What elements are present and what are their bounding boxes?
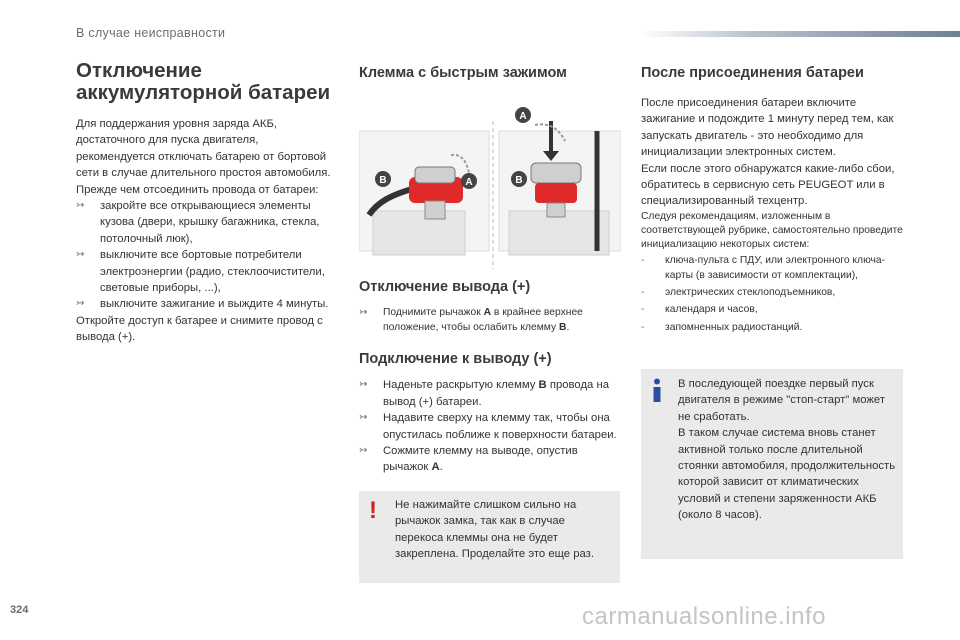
list-item: ↣ выключите зажигание и выждите 4 минуты. [76,296,338,312]
column-after-connect [641,60,905,335]
precaution-list [76,198,338,313]
dash-bullet-icon: - [641,321,645,333]
label-b: B [379,175,387,186]
info-box [641,369,903,559]
header-rule [640,31,960,37]
outro-paragraph: Откройте доступ к батарее и снимите провод с вывода (+). [76,314,323,344]
arrow-bullet-icon: ↣ [359,445,368,457]
page-title-line-2: аккумуляторной батареи [76,81,331,104]
list-item: ↣ закройте все открывающиеся элементы кузова (двери, крышку багажника, стекла, потолочный люк), [76,200,320,245]
init-list [641,253,905,335]
page-number: 324 [10,604,29,616]
info-icon [650,378,664,402]
disconnect-title: Отключение вывода (+) [359,279,531,295]
clamp-diagram [359,91,621,269]
arrow-bullet-icon: ↣ [359,379,368,391]
after-paragraph-2: Если после этого обнаружатся какие-либо сбои, обратитесь в сервисную сеть PEUGEOT или в специализированный техцентр. [641,162,895,208]
label-a: A [465,177,473,188]
dash-bullet-icon: - [641,254,645,266]
list-item: - календаря и часов, [641,302,905,317]
section-title: В случае неисправности [76,26,226,40]
warning-icon: ! [369,497,377,524]
warning-box [359,491,620,583]
label-a-right: A [519,111,527,122]
arrow-bullet-icon: ↣ [359,307,368,318]
list-item: ↣ выключите все бортовые потребители электроэнергии (радио, стеклоочистители, световые приборы, ...), [76,249,325,295]
list-item: ↣ Наденьте раскрытую клемму B провода на вывод (+) батареи. [359,379,609,408]
label-b-right: B [515,175,523,186]
list-item: - запомненных радиостанций. [641,320,905,335]
clamp-illustration [359,91,621,269]
after-paragraph-3: Следуя рекомендациям, изложенным в соответствующей рубрике, самостоятельно проведите инициализацию некоторых систем: [641,210,903,250]
intro-paragraph: Для поддержания уровня заряда АКБ, достаточного для пуска двигателя, рекомендуется отключать батарею от бортовой сети в случае длительного простоя автомобиля. [76,118,331,180]
list-item: ↣ Сожмите клемму на выводе, опустив рычажок A. [359,445,578,474]
list-item: - ключа-пульта с ПДУ, или электронного ключа-карты (в зависимости от комплектации), [641,254,886,282]
page-title [76,60,338,104]
clamp-title: Клемма с быстрым зажимом [359,65,567,81]
dash-bullet-icon: - [641,287,645,299]
watermark: carmanualsonline.info [582,603,826,630]
list-item: - электрических стеклоподъемников, [641,285,905,300]
column-quick-clamp [359,60,621,476]
dash-bullet-icon: - [641,304,645,316]
before-paragraph: Прежде чем отсоединить провода от батареи: [76,183,319,196]
list-item: ↣ Надавите сверху на клемму так, чтобы она опустилась поближе к поверхности батареи. [359,412,617,441]
after-connect-title: После присоединения батареи [641,65,864,81]
warning-text: Не нажимайте слишком сильно на рычажок замка, так как в случае перекоса клеммы она не будет закреплена. Проделайте это еще раз. [395,499,594,561]
arrow-bullet-icon: ↣ [359,412,368,424]
arrow-bullet-icon: ↣ [76,298,85,310]
arrow-bullet-icon: ↣ [76,249,85,261]
arrow-bullet-icon: ↣ [76,200,85,212]
connect-title: Подключение к выводу (+) [359,351,552,368]
info-text: В последующей поездке первый пуск двигателя в режиме "стоп-старт" может не сработать. В таком случае система вновь станет активной только после длительной стоянки автомобиля, продолжительность которой зависит от климатических условий и степени заряженности АКБ (около 8 часов). [678,378,896,522]
disconnect-list [359,305,621,335]
list-item: ↣ Поднимите рычажок A в крайнее верхнее положение, чтобы ослабить клемму B. [359,307,583,334]
column-disconnect-battery [76,60,338,346]
after-paragraph-1: После присоединения батареи включите зажигание и подождите 1 минуту перед тем, как запускать двигатель - это необходимо для инициализации электронных систем. [641,97,894,159]
connect-list [359,377,621,475]
page-title-line-1: Отключение [76,59,202,82]
